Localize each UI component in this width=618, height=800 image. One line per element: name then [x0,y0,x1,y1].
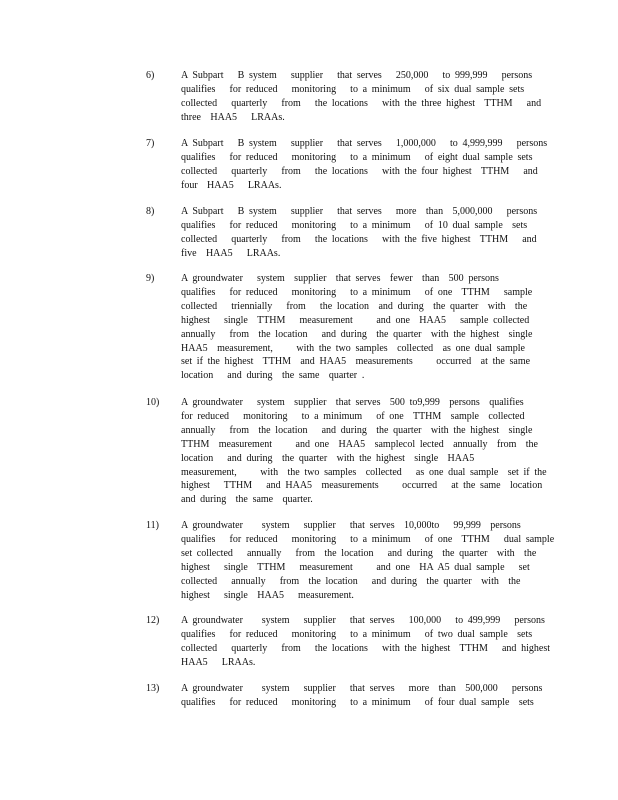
text-line: collected triennially from the location and during the quarter with the [181,300,528,312]
text-line: three HAA5 LRAAs. [181,111,285,123]
item-number: 8) [146,206,155,217]
item-text [181,682,541,710]
text-line: A groundwater system supplier that serves fewer than 500 persons [181,273,499,284]
text-line: measurement, with the two samples collected as one dual sample set if the [181,466,547,478]
text-line: annually from the location and during the quarter with the highest single [181,328,533,340]
text-line: highest TTHM and HAA5 measurements occurred at the same location [181,480,543,492]
text-line: collected quarterly from the locations with the four highest TTHM and [181,165,538,177]
text-line: A Subpart B system supplier that serves more than 5,000,000 persons [181,206,538,217]
text-line: TTHM measurement and one HAA5 samplecol lected annually from the [181,438,538,450]
item-text [181,396,547,507]
text-line: collected quarterly from the locations with the five highest TTHM and [181,233,537,245]
item-text [181,205,541,261]
item-text [181,614,550,670]
text-line: A Subpart B system supplier that serves 250,000 to 999,999 persons [181,70,533,81]
text-line: qualifies for reduced monitoring to a minimum of one TTHM dual sample [181,533,555,545]
text-line: highest single TTHM measurement and one HAA5 sample collected [181,314,530,326]
text-line: A groundwater system supplier that serves 10,000to 99,999 persons [181,520,521,531]
text-line: qualifies for reduced monitoring to a minimum of 10 dual sample sets [181,219,528,231]
item-number: 6) [146,70,155,81]
item-number: 11) [146,520,159,531]
text-line: A groundwater system supplier that serves 100,000 to 499,999 persons [181,615,545,626]
text-line: qualifies for reduced monitoring to a minimum of eight dual sample sets [181,151,533,163]
item-number: 12) [146,615,160,626]
text-line: for reduced monitoring to a minimum of one TTHM sample collected [181,410,525,422]
text-line: HAA5 LRAAs. [181,656,256,668]
text-line: qualifies for reduced monitoring to a minimum of two dual sample sets [181,628,533,640]
text-line: location and during the quarter with the highest single HAA5 [181,452,475,464]
text-line: location and during the same quarter . [181,370,365,382]
text-line: four HAA5 LRAAs. [181,179,282,191]
text-line: set collected annually from the location and during the quarter with the [181,547,537,559]
item-text [181,519,555,602]
item-number: 10) [146,397,160,408]
item-number: 9) [146,273,155,284]
text-line: collected quarterly from the locations with the highest TTHM and highest [181,642,550,654]
text-line: set if the highest TTHM and HAA5 measurements occurred at the same [181,356,531,368]
item-number: 13) [146,683,160,694]
item-number: 7) [146,138,155,149]
text-line: highest single TTHM measurement and one HA A5 dual sample set [181,561,530,573]
text-line: qualifies for reduced monitoring to a minimum of four dual sample sets [181,696,534,708]
item-text [181,69,541,125]
text-line: annually from the location and during the quarter with the highest single [181,424,533,436]
item-text [181,272,541,383]
text-line: A groundwater system supplier that serves 500 to9,999 persons qualifies [181,397,524,408]
text-line: A Subpart B system supplier that serves 1,000,000 to 4,999,999 persons [181,138,548,149]
item-text [181,137,548,193]
text-line: HAA5 measurement, with the two samples collected as one dual sample [181,342,525,354]
text-line: qualifies for reduced monitoring to a minimum of one TTHM sample [181,286,533,298]
text-line: collected quarterly from the locations with the three highest TTHM and [181,97,542,109]
text-line: five HAA5 LRAAs. [181,247,281,259]
text-line: A groundwater system supplier that serves more than 500,000 persons [181,683,543,694]
text-line: collected annually from the location and during the quarter with the [181,575,521,587]
text-line: and during the same quarter. [181,494,313,506]
text-line: highest single HAA5 measurement. [181,589,354,601]
text-line: qualifies for reduced monitoring to a minimum of six dual sample sets [181,83,525,95]
